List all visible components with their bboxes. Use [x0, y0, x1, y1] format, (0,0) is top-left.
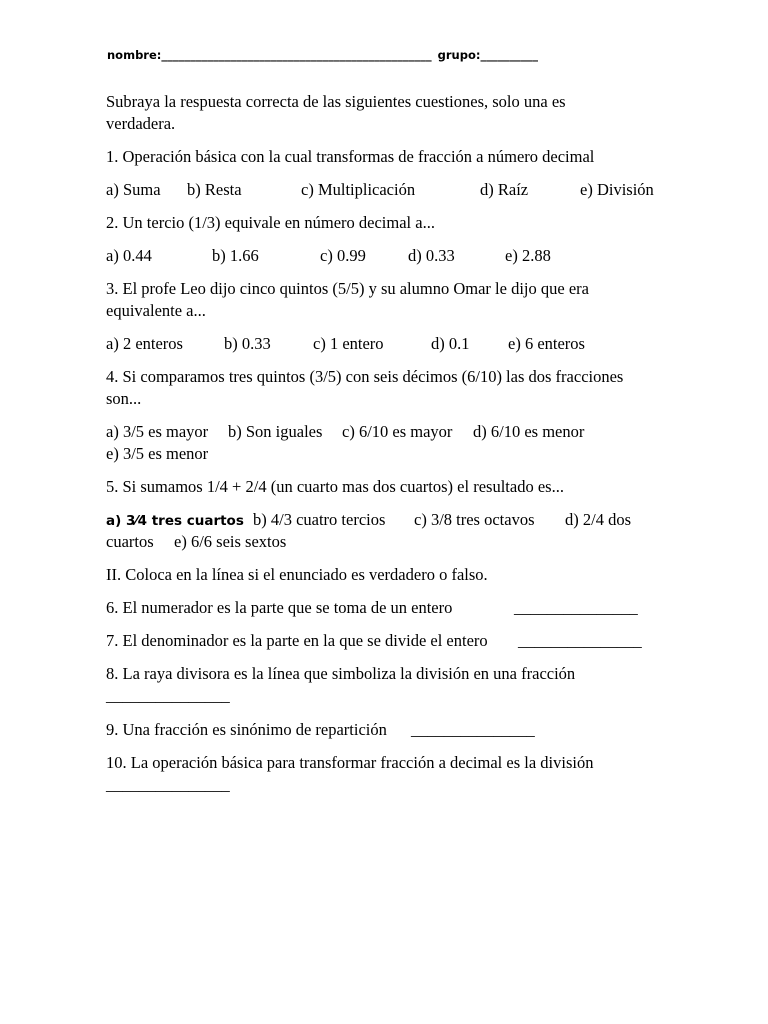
instructions-line-2: verdadera.	[106, 114, 176, 133]
q2-option-c: c) 0.99	[320, 246, 366, 265]
q5-option-d-continued: cuartos	[106, 532, 154, 551]
question-4-line-1: 4. Si comparamos tres quintos (3/5) con seis décimos (6/10) las dos fracciones	[106, 367, 624, 386]
q5-option-a: a) 3⁄4 tres cuartos	[106, 513, 244, 529]
worksheet-header	[107, 45, 538, 65]
q2-option-e: e) 2.88	[505, 246, 551, 265]
q1-option-c: c) Multiplicación	[301, 180, 416, 199]
group-field-label: grupo:__________	[437, 48, 538, 62]
q3-option-e: e) 6 enteros	[508, 334, 585, 353]
name-field-label: nombre:_______________________________________________	[107, 48, 432, 62]
q5-option-d: d) 2/4 dos	[565, 510, 631, 529]
question-5-options-row-1	[106, 509, 686, 531]
question-1-text: 1. Operación básica con la cual transformas de fracción a número decimal	[106, 147, 595, 166]
q4-option-c: c) 6/10 es mayor	[342, 422, 453, 441]
q7-answer-blank: _______________	[518, 631, 642, 650]
q4-option-e: e) 3/5 es menor	[106, 444, 209, 463]
question-5-text: 5. Si sumamos 1/4 + 2/4 (un cuarto mas dos cuartos) el resultado es...	[106, 477, 564, 496]
q3-option-b: b) 0.33	[224, 334, 271, 353]
q9-text: 9. Una fracción es sinónimo de repartición	[106, 720, 387, 739]
question-2-options	[106, 245, 686, 267]
q1-option-e: e) División	[580, 180, 654, 199]
question-6	[106, 597, 686, 619]
question-9	[106, 719, 686, 741]
q2-option-b: b) 1.66	[212, 246, 259, 265]
q8-text: 8. La raya divisora es la línea que simboliza la división en una fracción	[106, 664, 576, 683]
question-2-text: 2. Un tercio (1/3) equivale en número decimal a...	[106, 213, 435, 232]
q3-option-a: a) 2 enteros	[106, 334, 183, 353]
worksheet-body	[106, 91, 686, 796]
q4-option-a: a) 3/5 es mayor	[106, 422, 209, 441]
section-2-title: II. Coloca en la línea si el enunciado es verdadero o falso.	[106, 565, 488, 584]
q9-answer-blank: _______________	[411, 720, 535, 739]
q7-text: 7. El denominador es la parte en la que se divide el entero	[106, 631, 488, 650]
q6-text: 6. El numerador es la parte que se toma de un entero	[106, 598, 453, 617]
question-1-options	[106, 179, 686, 201]
question-3-line-2: equivalente a...	[106, 301, 206, 320]
q8-answer-blank: _______________	[106, 686, 230, 705]
q1-option-d: d) Raíz	[480, 180, 529, 199]
q1-option-b: b) Resta	[187, 180, 242, 199]
q4-option-b: b) Son iguales	[228, 422, 323, 441]
q4-option-d: d) 6/10 es menor	[473, 422, 585, 441]
q10-answer-blank: _______________	[106, 775, 230, 794]
q2-option-d: d) 0.33	[408, 246, 455, 265]
q6-answer-blank: _______________	[514, 598, 638, 617]
question-7	[106, 630, 686, 652]
question-5-options-row-2	[106, 531, 686, 553]
q3-option-d: d) 0.1	[431, 334, 470, 353]
q5-option-c: c) 3/8 tres octavos	[414, 510, 535, 529]
instructions-line-1: Subraya la respuesta correcta de las siguientes cuestiones, solo una es	[106, 92, 566, 111]
question-4-line-2: son...	[106, 389, 142, 408]
question-3-line-1: 3. El profe Leo dijo cinco quintos (5/5) y su alumno Omar le dijo que era	[106, 279, 589, 298]
q5-option-b: b) 4/3 cuatro tercios	[253, 510, 386, 529]
question-3-options	[106, 333, 686, 355]
q3-option-c: c) 1 entero	[313, 334, 384, 353]
q5-option-e: e) 6/6 seis sextos	[174, 532, 287, 551]
q2-option-a: a) 0.44	[106, 246, 152, 265]
question-4-options-row-1	[106, 421, 686, 443]
q1-option-a: a) Suma	[106, 180, 161, 199]
q10-text: 10. La operación básica para transformar fracción a decimal es la división	[106, 753, 594, 772]
